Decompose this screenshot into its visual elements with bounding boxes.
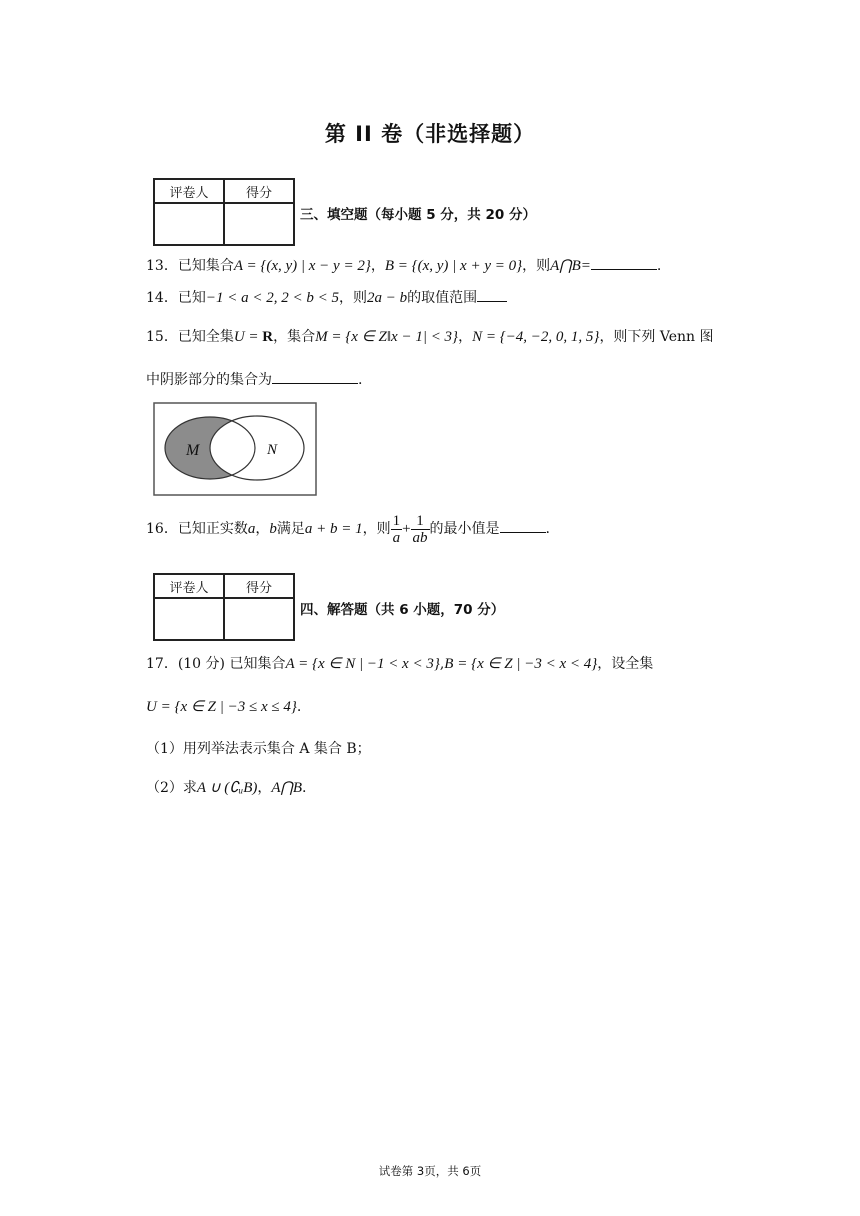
q17-tail: ，设全集 — [597, 656, 654, 672]
fraction-one-over-ab: $\frac{1}{ab}$ — [412, 512, 428, 546]
q13-prefix: 13．已知集合 — [146, 258, 234, 274]
q13-sep: ， — [370, 258, 385, 274]
q14-prefix: 14．已知 — [146, 290, 206, 306]
answer-blank[interactable] — [477, 287, 507, 302]
q17-prefix: 17．(10 分) 已知集合 — [146, 656, 286, 672]
score-cell[interactable] — [224, 598, 294, 640]
q14-tail: 的取值范围 — [407, 290, 478, 306]
q15-set-m: M = {x ∈ Z‖x − 1| < 3} — [315, 329, 459, 345]
score-cell[interactable] — [224, 203, 294, 245]
q15-mid: ，集合 — [273, 329, 316, 345]
question-14 — [146, 287, 507, 308]
answer-blank[interactable] — [500, 518, 546, 533]
fraction-one-over-a: $\frac{1}{a}$ — [392, 512, 401, 546]
q17-universe: U = {x ∈ Z | −3 ≤ x ≤ 4} — [146, 699, 297, 715]
question-16 — [146, 512, 550, 546]
q17-sep: , — [439, 656, 445, 672]
set-n-label: N — [267, 442, 278, 458]
q16-var-b: b — [269, 521, 277, 537]
plus-sign: + — [402, 521, 411, 537]
grading-table — [153, 573, 295, 641]
answer-blank[interactable] — [591, 255, 657, 270]
set-m-label: M — [186, 442, 200, 459]
grader-cell[interactable] — [154, 598, 224, 640]
question-17-part1: （1）用列举法表示集合 A 集合 B； — [146, 741, 371, 757]
grading-table — [153, 178, 295, 246]
venn-diagram — [153, 402, 317, 496]
score-header: 得分 — [224, 179, 294, 203]
q16-mid: 满足 — [276, 521, 305, 537]
q17-part2-expr: A ∪ (∁ᵤB) — [196, 780, 258, 796]
section-title-solve: 四、解答题（共 6 小题，70 分） — [300, 602, 505, 618]
q16-tail: 的最小值是 — [429, 521, 500, 537]
score-header: 得分 — [224, 574, 294, 598]
question-15-line2 — [146, 369, 362, 390]
q14-mid: ，则 — [338, 290, 367, 306]
question-17-part2 — [146, 778, 306, 798]
q13-set-a: A = {(x, y) | x − y = 2} — [233, 258, 371, 274]
q17-set-b: B = {x ∈ Z | −3 < x < 4} — [444, 656, 598, 672]
grader-header: 评卷人 — [154, 574, 224, 598]
q17-part2-expr2: A⋂B — [271, 780, 303, 796]
q15-real-set: R — [262, 329, 274, 345]
q15-set-n: N = {−4, −2, 0, 1, 5} — [472, 329, 600, 345]
q13-tail: ，则 — [522, 258, 551, 274]
grader-cell[interactable] — [154, 203, 224, 245]
q15-end: . — [358, 372, 363, 388]
q15-sep: ， — [458, 329, 473, 345]
q16-mid2: ，则 — [362, 521, 391, 537]
question-17 — [146, 654, 653, 674]
q16-end: . — [545, 521, 550, 537]
q15-universe: U = — [233, 329, 263, 345]
question-13 — [146, 255, 661, 276]
q16-prefix: 16．已知正实数 — [146, 521, 248, 537]
q16-var-a: a — [247, 521, 256, 537]
q16-condition: a + b = 1 — [304, 521, 363, 537]
q14-expr: 2a − b — [366, 290, 408, 306]
q17-part2-end: . — [302, 780, 307, 796]
q17-end: . — [296, 699, 302, 715]
q13-set-b: B = {(x, y) | x + y = 0} — [384, 258, 523, 274]
question-15 — [146, 327, 713, 347]
q17-part2-prefix: （2）求 — [146, 780, 197, 796]
section-title-fill-blank: 三、填空题（每小题 5 分，共 20 分） — [300, 207, 536, 223]
q14-condition: −1 < a < 2, 2 < b < 5 — [205, 290, 339, 306]
grader-header: 评卷人 — [154, 179, 224, 203]
q17-part2-mid: ， — [257, 780, 272, 796]
question-17-line2 — [146, 697, 301, 717]
page-title: 第 II 卷（非选择题） — [324, 122, 536, 146]
q13-end: . — [656, 258, 662, 274]
q15-prefix: 15．已知全集 — [146, 329, 234, 345]
q17-set-a: A = {x ∈ N | −1 < x < 3} — [285, 656, 440, 672]
q15-tail: ，则下列 Venn 图 — [599, 329, 714, 345]
page-footer: 试卷第 3页，共 6页 — [378, 1164, 482, 1178]
q15-line2-text: 中阴影部分的集合为 — [146, 372, 272, 388]
q16-comma: ， — [255, 521, 270, 537]
q13-expr: A⋂B= — [550, 258, 591, 274]
answer-blank[interactable] — [272, 369, 358, 384]
